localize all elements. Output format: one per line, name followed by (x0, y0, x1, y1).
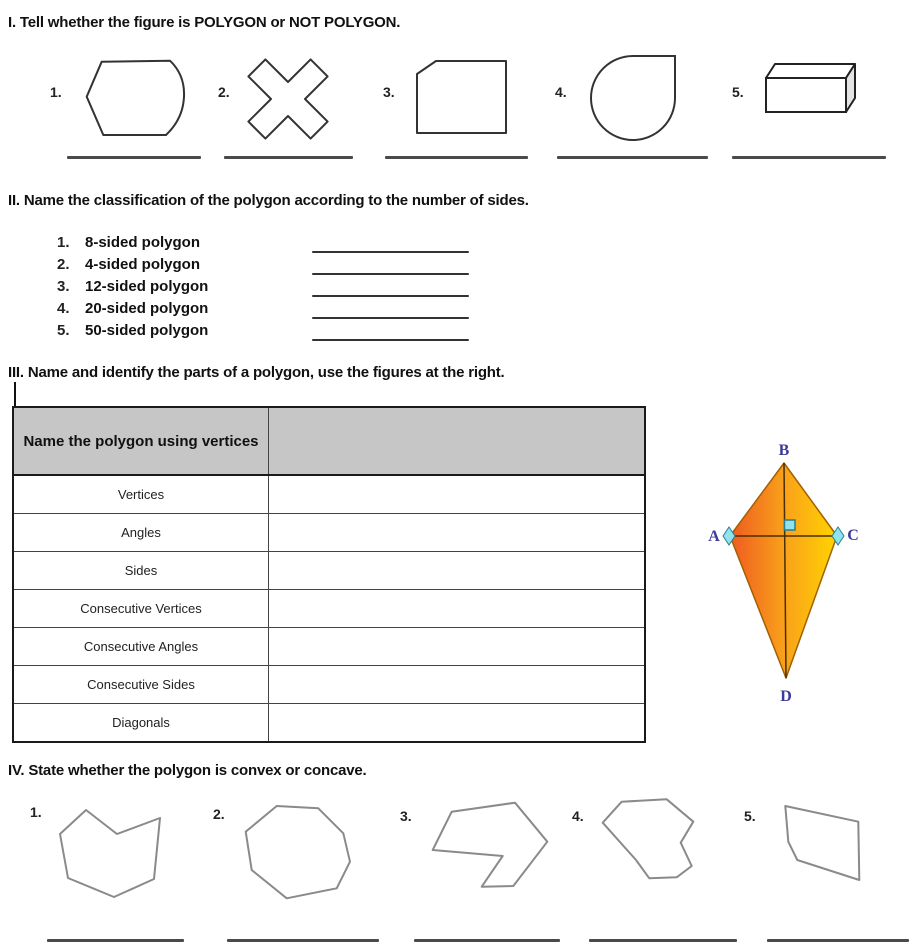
table-header-row (13, 407, 645, 475)
answer-blank[interactable] (47, 939, 184, 942)
table-answer-cell[interactable] (269, 514, 646, 552)
answer-blank[interactable] (312, 339, 469, 341)
answer-blank[interactable] (312, 317, 469, 319)
list-item (57, 234, 477, 256)
kite-body (730, 463, 837, 678)
answer-blank[interactable] (227, 939, 379, 942)
item-label: 20-sided polygon (85, 300, 209, 317)
table-header-answer-cell[interactable] (269, 407, 646, 475)
item-number: 2. (57, 256, 70, 273)
table-answer-cell[interactable] (269, 475, 646, 514)
answer-blank[interactable] (312, 295, 469, 297)
table-row (13, 666, 645, 704)
convex-octagon-figure (240, 800, 358, 905)
row-label: Consecutive Angles (13, 628, 269, 666)
row-label: Consecutive Sides (13, 666, 269, 704)
table-row (13, 704, 645, 743)
section3-heading: III. Name and identify the parts of a polygon, use the figures at the right. (8, 364, 505, 381)
list-item (57, 300, 477, 322)
s1-item5-number: 5. (732, 84, 744, 100)
item-number: 3. (57, 278, 70, 295)
table-header-cell: Name the polygon using vertices (13, 407, 269, 475)
answer-blank[interactable] (414, 939, 560, 942)
item-label: 8-sided polygon (85, 234, 201, 251)
quadrilateral-figure (770, 795, 870, 890)
vertex-label-a: A (708, 528, 720, 545)
row-label: Sides (13, 552, 269, 590)
x-cross-figure (246, 58, 331, 141)
kite-figure (695, 438, 875, 708)
section1-heading: I. Tell whether the figure is POLYGON or NOT POLYGON. (8, 14, 401, 31)
table-answer-cell[interactable] (269, 628, 646, 666)
item-label: 50-sided polygon (85, 322, 209, 339)
table-answer-cell[interactable] (269, 552, 646, 590)
section2-heading: II. Name the classification of the polygon according to the number of sides. (8, 192, 529, 209)
answer-blank[interactable] (67, 156, 201, 159)
answer-blank[interactable] (589, 939, 737, 942)
concave-hook-polygon-figure (425, 795, 555, 895)
table-row (13, 552, 645, 590)
table-answer-cell[interactable] (269, 590, 646, 628)
list-item (57, 256, 477, 278)
answer-blank[interactable] (385, 156, 528, 159)
row-label: Vertices (13, 475, 269, 514)
teardrop-figure (588, 51, 680, 145)
table-row (13, 514, 645, 552)
row-label: Consecutive Vertices (13, 590, 269, 628)
s4-item2-number: 2. (213, 806, 225, 822)
list-item (57, 278, 477, 300)
concave-heptagon-figure (50, 800, 170, 905)
vertex-label-d: D (780, 688, 792, 705)
s1-item3-number: 3. (383, 84, 395, 100)
s4-item1-number: 1. (30, 804, 42, 820)
item-number: 1. (57, 234, 70, 251)
right-angle-marker (785, 520, 796, 530)
answer-blank[interactable] (767, 939, 909, 942)
item-label: 4-sided polygon (85, 256, 201, 273)
text-cursor (14, 382, 16, 406)
table-row (13, 475, 645, 514)
list-item (57, 322, 477, 344)
item-number: 4. (57, 300, 70, 317)
answer-blank[interactable] (732, 156, 886, 159)
table-answer-cell[interactable] (269, 666, 646, 704)
answer-blank[interactable] (312, 273, 469, 275)
table-row (13, 590, 645, 628)
item-label: 12-sided polygon (85, 278, 209, 295)
hexagon-with-curved-side-figure (83, 53, 191, 141)
vertex-label-b: B (778, 442, 790, 459)
s1-item1-number: 1. (50, 84, 62, 100)
table-row (13, 628, 645, 666)
s4-item5-number: 5. (744, 808, 756, 824)
answer-blank[interactable] (557, 156, 708, 159)
s1-item2-number: 2. (218, 84, 230, 100)
polygon-parts-table (12, 406, 646, 743)
s1-item4-number: 4. (555, 84, 567, 100)
rectangle-cut-corner-figure (415, 58, 510, 136)
item-number: 5. (57, 322, 70, 339)
classification-list (57, 234, 477, 344)
s4-item4-number: 4. (572, 808, 584, 824)
rectangular-prism-figure (756, 58, 863, 116)
concave-blob-polygon-figure (595, 793, 705, 888)
section4-heading: IV. State whether the polygon is convex or concave. (8, 762, 367, 779)
row-label: Angles (13, 514, 269, 552)
row-label: Diagonals (13, 704, 269, 743)
vertex-label-c: C (847, 527, 859, 544)
answer-blank[interactable] (312, 251, 469, 253)
answer-blank[interactable] (224, 156, 353, 159)
s4-item3-number: 3. (400, 808, 412, 824)
table-answer-cell[interactable] (269, 704, 646, 743)
